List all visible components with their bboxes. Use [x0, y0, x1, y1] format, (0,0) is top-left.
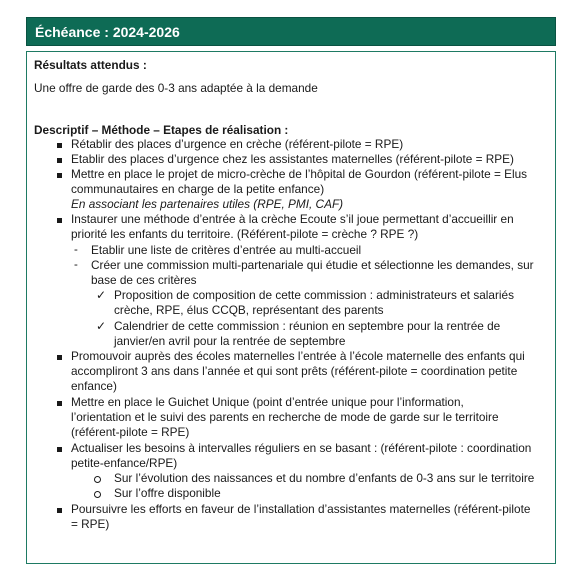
item-line: Promouvoir auprès des écoles maternelles l’entrée à l’école maternelle des enfants qui [71, 349, 525, 363]
deadline-header [26, 17, 556, 46]
check-line: Calendrier de cette commission : réunion en septembre pour la rentrée de [114, 319, 501, 333]
bullet-square [57, 158, 62, 163]
results-heading: Résultats attendus : [34, 58, 147, 72]
subitem-line: Créer une commission multi-partenariale qui étudie et sélectionne les demandes, sur [91, 258, 534, 272]
subitem-line: Etablir une liste de critères d’entrée au multi-accueil [91, 243, 362, 257]
item-note: En associant les partenaires utiles (RPE, PMI, CAF) [71, 197, 344, 211]
bullet-square [57, 355, 62, 360]
circle-item-line: Sur l’offre disponible [114, 486, 221, 500]
dash-marker: - [74, 259, 78, 271]
item-line: Etablir des places d’urgence chez les assistantes maternelles (référent-pilote = RPE) [71, 152, 514, 166]
item-line: Poursuivre les efforts en faveur de l’installation d’assistantes maternelles (référent-pilote [71, 502, 531, 516]
bullet-square [57, 218, 62, 223]
bullet-square [57, 173, 62, 178]
item-line: Rétablir des places d’urgence en crèche (référent-pilote = RPE) [71, 137, 404, 151]
content-box [26, 51, 556, 564]
check-line: crèche, RPE, élus CCQB, représentant des parents [114, 303, 384, 317]
bullet-square [57, 447, 62, 452]
checkmark-icon: ✓ [96, 319, 107, 333]
check-line: Proposition de composition de cette commission : administrateurs et salariés [114, 288, 514, 302]
item-line: Mettre en place le Guichet Unique (point d’entrée unique pour l’information, [71, 395, 464, 409]
bullet-square [57, 508, 62, 513]
item-line: Instaurer une méthode d’entrée à la crèche Ecoute s’il joue permettant d’accueillir en [71, 212, 514, 226]
item-line: petite-enfance/RPE) [71, 456, 178, 470]
dash-marker: - [74, 244, 78, 256]
results-text: Une offre de garde des 0-3 ans adaptée à la demande [34, 81, 318, 95]
item-line: communautaires en charge de la petite enfance) [71, 182, 325, 196]
item-line: priorité les enfants du territoire. (Référent-pilote = crèche ? RPE ?) [71, 227, 419, 241]
checkmark-icon: ✓ [96, 288, 107, 302]
subitem-line: base de ces critères [91, 273, 197, 287]
circle-item-line: Sur l’évolution des naissances et du nombre d’enfants de 0-3 ans sur le territoire [114, 471, 535, 485]
bullet-circle [94, 476, 101, 483]
deadline-title: Échéance : 2024-2026 [35, 24, 180, 40]
bullet-circle [94, 491, 101, 498]
item-line: Actualiser les besoins à intervalles réguliers en se basant : (référent-pilote : coordination [71, 441, 532, 455]
descriptif-heading: Descriptif – Méthode – Etapes de réalisation : [34, 123, 289, 137]
item-line: accompliront 3 ans dans l’année et qui sont prêts (référent-pilote = coordination petite [71, 364, 518, 378]
item-line: (référent-pilote = RPE) [71, 425, 190, 439]
item-line: Mettre en place le projet de micro-crèche de l’hôpital de Gourdon (référent-pilote = Elus [71, 167, 528, 181]
bullet-square [57, 143, 62, 148]
bullet-square [57, 401, 62, 406]
check-line: janvier/en avril pour la rentrée de septembre [114, 334, 346, 348]
item-line: = RPE) [71, 517, 110, 531]
item-line: enfance) [71, 379, 117, 393]
item-line: l’orientation et le suivi des parents en recherche de mode de garde sur le territoire [71, 410, 499, 424]
